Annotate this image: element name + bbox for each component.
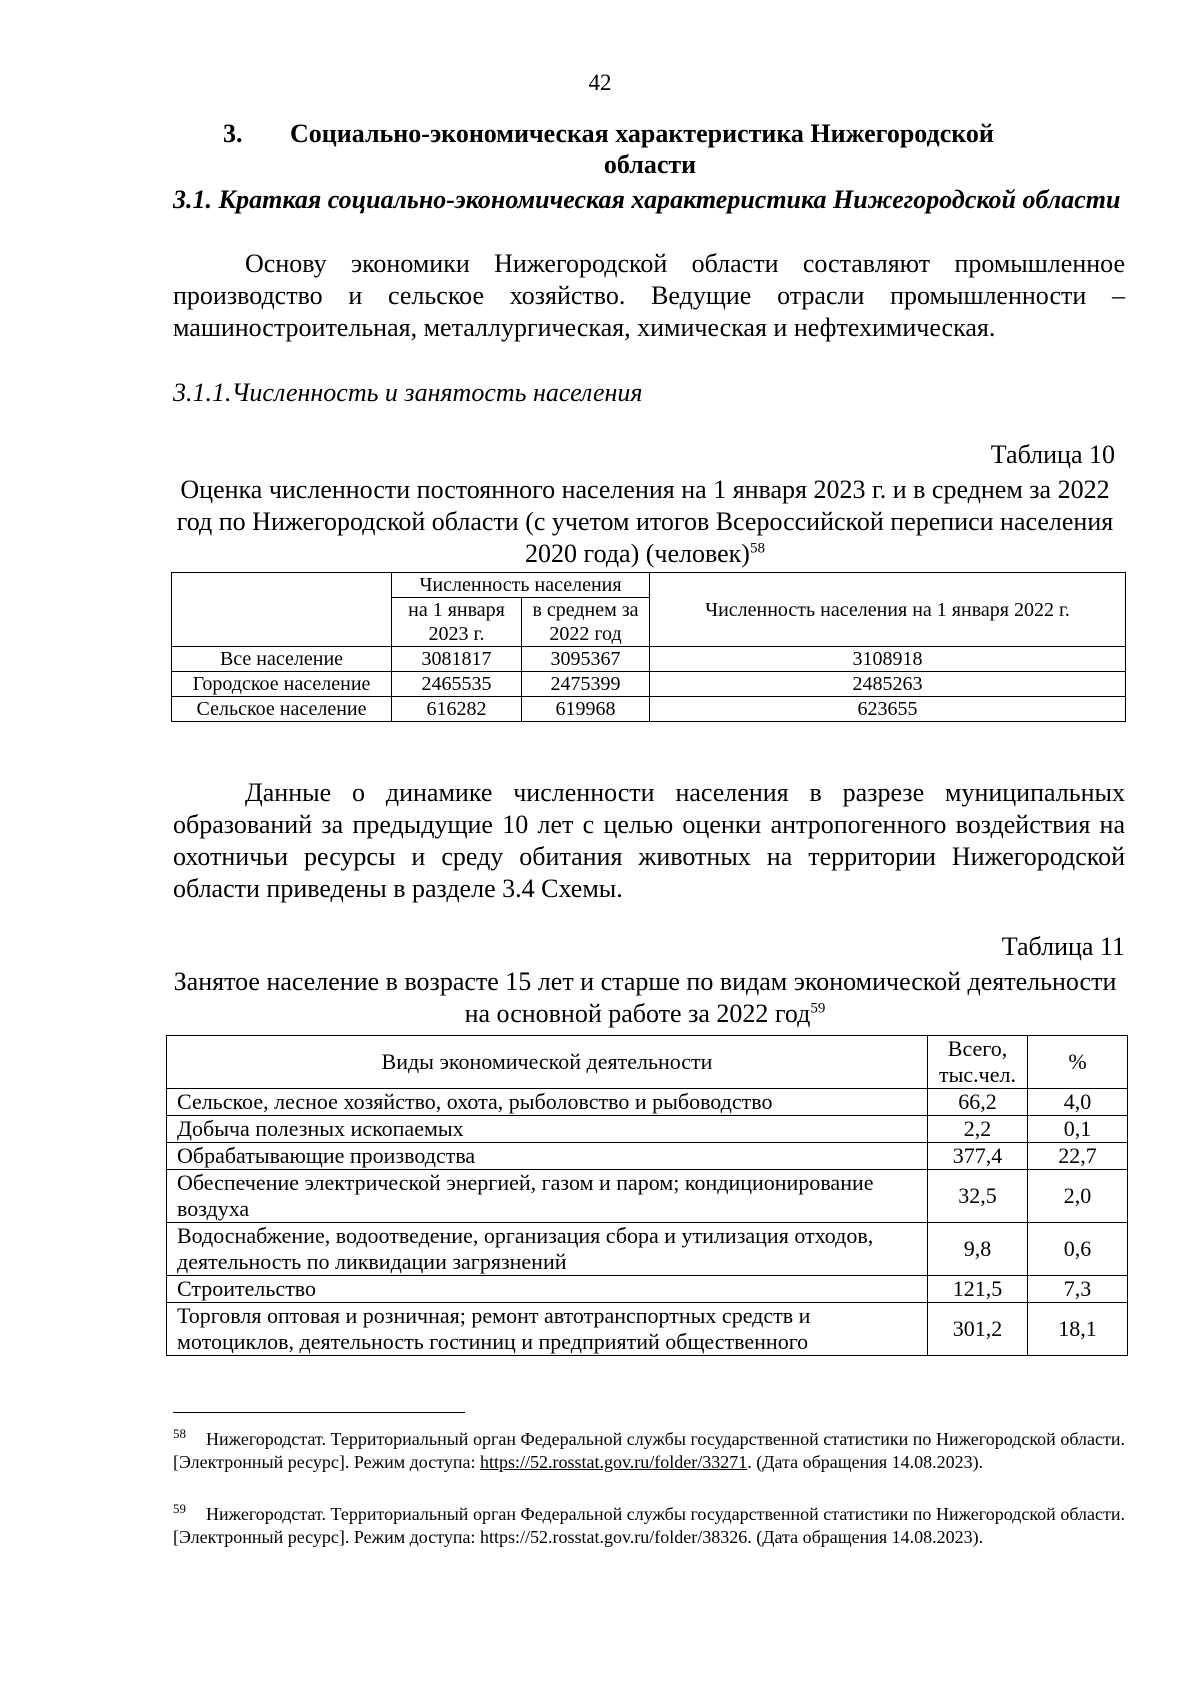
- intro-paragraph-text: Основу экономики Нижегородской области составляют промышленное производство и сельское хозяйство. Ведущие отрасли промышленности – машиностроительная, металлургическая, химическая и нефтехимическая.: [173, 249, 1125, 342]
- table10-row-label: Городское население: [172, 672, 392, 697]
- table10-cell: 623655: [650, 697, 1126, 722]
- table11-header-pct: %: [1028, 1036, 1128, 1089]
- table11-pct: 7,3: [1028, 1276, 1128, 1303]
- table10-header-col1: на 1 января 2023 г.: [392, 598, 522, 647]
- table10-title-text: Оценка численности постоянного населения на 1 января 2023 г. и в среднем за 2022 год по Нижегородской области (с учетом итогов Всероссийской переписи населения 2020 года) (человек): [176, 475, 1114, 568]
- table11-header-total: Всего, тыс.чел.: [928, 1036, 1028, 1089]
- dynamics-paragraph: [173, 777, 1125, 905]
- table11-total: 66,2: [928, 1089, 1028, 1116]
- footnote-text: Нижегородстат. Территориальный орган Федеральной службы государственной статистики по Нижегородской области. [Электронный ресурс]. Режим доступа:: [173, 1429, 1125, 1472]
- subsubsection-heading: 3.1.1.Численность и занятость населения: [173, 378, 643, 407]
- section-title-line2: области: [603, 150, 697, 179]
- table11-total: 9,8: [928, 1223, 1028, 1276]
- table10-cell: 2485263: [650, 672, 1126, 697]
- footnote-mark: 59: [173, 1501, 186, 1516]
- section-number: 3.: [223, 119, 243, 148]
- table11-title: [165, 966, 1125, 1030]
- table11-activity: Добыча полезных ископаемых: [167, 1116, 928, 1143]
- table-row: [172, 647, 1126, 672]
- table11-activity: Обрабатывающие производства: [167, 1143, 928, 1170]
- table10-header-col3: Численность населения на 1 января 2022 г.: [650, 573, 1126, 647]
- table10-footnote-ref: 58: [749, 540, 765, 557]
- footnote-mark: 58: [173, 1426, 186, 1441]
- table-row: [172, 672, 1126, 697]
- footnote-text: Нижегородстат. Территориальный орган Федеральной службы государственной статистики по Нижегородской области. [Электронный ресурс]. Режим доступа: https://52.rosstat.gov.ru/folder/38326. (Дата обращения 14.08.2023).: [173, 1504, 1125, 1547]
- table10-cell: 3095367: [522, 647, 650, 672]
- table11-total: 121,5: [928, 1276, 1028, 1303]
- footnote-separator: [173, 1412, 465, 1413]
- footnote-58: [173, 1428, 1125, 1474]
- table11-total: 377,4: [928, 1143, 1028, 1170]
- table11-footnote-ref: 59: [810, 1000, 826, 1017]
- table11-pct: 4,0: [1028, 1089, 1128, 1116]
- table11-pct: 22,7: [1028, 1143, 1128, 1170]
- table-row: [167, 1143, 1128, 1170]
- table-row: [167, 1089, 1128, 1116]
- table10-cell: 3108918: [650, 647, 1126, 672]
- subsection-heading: 3.1. Краткая социально-экономическая характеристика Нижегородской области: [173, 185, 1121, 214]
- table-row: [172, 697, 1126, 722]
- table11: [166, 1035, 1128, 1356]
- table10-cell: 3081817: [392, 647, 522, 672]
- table10-cell: 2475399: [522, 672, 650, 697]
- table10: [171, 572, 1126, 722]
- table10-row-label: Все население: [172, 647, 392, 672]
- table11-pct: 18,1: [1028, 1303, 1128, 1356]
- table11-activity: Водоснабжение, водоотведение, организация сбора и утилизация отходов, деятельность по ликвидации загрязнений: [167, 1223, 928, 1276]
- table11-total: 32,5: [928, 1170, 1028, 1223]
- page-number: 42: [588, 70, 612, 95]
- table-row: [167, 1116, 1128, 1143]
- table11-activity: Обеспечение электрической энергией, газом и паром; кондиционирование воздуха: [167, 1170, 928, 1223]
- table-row: [167, 1276, 1128, 1303]
- table11-caption: Таблица 11: [1001, 932, 1125, 961]
- intro-paragraph: [173, 248, 1125, 344]
- table11-activity: Торговля оптовая и розничная; ремонт автотранспортных средств и мотоциклов, деятельность гостиниц и предприятий общественного: [167, 1303, 928, 1356]
- table11-total: 301,2: [928, 1303, 1028, 1356]
- table11-total: 2,2: [928, 1116, 1028, 1143]
- table10-corner-cell: [172, 573, 392, 647]
- table11-pct: 0,1: [1028, 1116, 1128, 1143]
- table10-header-col2: в среднем за 2022 год: [522, 598, 650, 647]
- table11-pct: 2,0: [1028, 1170, 1128, 1223]
- footnote-59: [173, 1503, 1125, 1549]
- table10-row-label: Сельское население: [172, 697, 392, 722]
- dynamics-paragraph-text: Данные о динамике численности населения в разрезе муниципальных образований за предыдущие 10 лет с целью оценки антропогенного воздействия на охотничьи ресурсы и среду обитания животных на территории Нижегородской области приведены в разделе 3.4 Схемы.: [173, 778, 1125, 903]
- table11-pct: 0,6: [1028, 1223, 1128, 1276]
- table10-caption: Таблица 10: [990, 440, 1115, 469]
- section-heading: [170, 118, 1130, 180]
- table10-header-group: Численность населения: [392, 573, 650, 598]
- table10-cell: 2465535: [392, 672, 522, 697]
- table-row: [167, 1223, 1128, 1276]
- table11-activity: Сельское, лесное хозяйство, охота, рыболовство и рыбоводство: [167, 1089, 928, 1116]
- table-row: [167, 1170, 1128, 1223]
- table-row: [167, 1303, 1128, 1356]
- section-title-line1: Социально-экономическая характеристика Нижегородской: [290, 119, 994, 148]
- footnote-text-after: . (Дата обращения 14.08.2023).: [747, 1452, 984, 1472]
- table11-title-text: Занятое население в возрасте 15 лет и старше по видам экономической деятельности на основной работе за 2022 год: [173, 967, 1117, 1028]
- table10-cell: 616282: [392, 697, 522, 722]
- table10-title: [165, 474, 1125, 570]
- table10-cell: 619968: [522, 697, 650, 722]
- footnote-link[interactable]: https://52.rosstat.gov.ru/folder/33271: [479, 1452, 748, 1472]
- table11-activity: Строительство: [167, 1276, 928, 1303]
- table11-header-activity: Виды экономической деятельности: [167, 1036, 928, 1089]
